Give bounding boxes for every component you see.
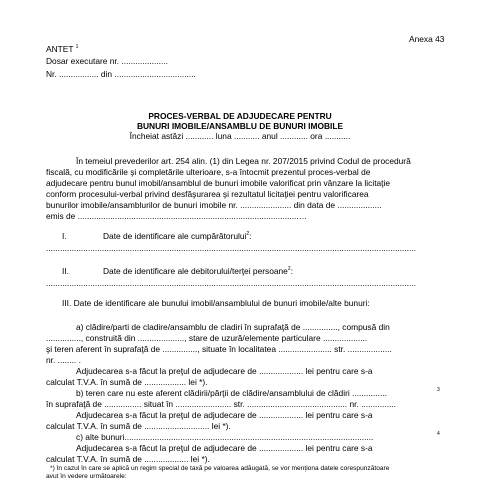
antet-footnote-ref: 1 xyxy=(75,44,79,51)
item-b-line: b) teren care nu este aferent clădirii/părţii de clădire/ansamblului de clădiri ............... xyxy=(76,389,387,398)
concluded-line: Încheiat astăzi ............ luna ........... anul ............ ora ........... xyxy=(129,131,351,141)
title-line-1: PROCES-VERBAL DE ADJUDECARE PENTRU xyxy=(148,111,332,121)
adjudication-a-line: Adjudecarea s-a făcut la preţul de adjudecare de ................... lei pentru care s-a xyxy=(76,367,373,376)
adjudication-b-line: Adjudecarea s-a făcut la preţul de adjudecare de ................... lei pentru care s-a xyxy=(76,411,373,420)
antet-line xyxy=(46,45,78,55)
adjudication-c-line: calculat T.V.A. în sumă de ................... lei *). xyxy=(46,455,210,464)
item-c-line: c) alte bunuri........................................................................................................... xyxy=(76,433,374,442)
intro-line: conform procesului-verbal privind desfăşurarea şi rezultatul licitaţiei pentru valorificarea xyxy=(46,190,369,199)
section-1-number: I. xyxy=(62,231,67,241)
document-page: Anexa 43 ANTET $^1$ Dosar executare nr. .................... Nr. ................. din ................................... PROCES-VERBAL DE ADJUDECARE PENTRU BUNURI IMOBILE/ANSAMBLU DE BUNURI IMOBILE Încheiat astăzi ............ luna ........... anul ............ ora ........... În temeiul prevederilor art. 254 alin. (1) din Legea nr. 207/2015 privind Codul de procedură fiscală, cu modificările şi completările ulterioare, s-a întocmit prezentul proces-verbal de adjudecare pentru bunul imobil/ansamblul de bunuri imobile valorificat prin vânzare la licitaţie conform procesului-verbal privind desfăşurarea şi rezultatul licitaţiei pentru valorificarea bunurilor imobile/ansamblurilor de bunuri imobile nr. ...................... din data de ................... emis de ...............................................................................................… I. Date de identificare ale cumpărătorului$^2$: ............................................................................................................................................................... II. Date de identificare ale debitorului/terţei persoane$^2$: ............................................................................................................................................................... III. Date de identificare ale bunului imobil/ansamblului de bunuri imobile/alte bunuri: a) clădire/parti de cladire/ansamblu de cladiri în suprafaţă de ..............., compusă din ..............., construită din ...................., stare de uzură/elemente particulare ................... şi teren aferent în suprafaţă de ..............., situate în localitatea ....................... str. ................... nr. ........ . Adjudecarea s-a făcut la preţul de adjudecare de ................... lei pentru care s-a calculat T.V.A. în sumă de .................. lei *). b) teren care nu este aferent clădirii/părţii de clădire/ansamblului de clădiri ............... 3 în suprafaţă de ................ situat în ........................ str. ........................................... nr. ............... Adjudecarea s-a făcut la preţul de adjudecare de ................... lei pentru care s-a calculat T.V.A. în sumă de ............................ lei *). c) alte bunuri........................................................................................................... 4 Adjudecarea s-a făcut la preţul de adjudecare de ................... lei pentru care s-a calculat T.V.A. în sumă de ................... lei *). *) În cazul în care se aplică un regim special de taxă pe valoarea adăugată, se vor menționa datele corespunzătoare avut în vedere următoarele: xyxy=(0,0,480,480)
item-a-line: nr. ........ . xyxy=(46,356,81,365)
title-line-2: BUNURI IMOBILE/ANSAMBLU DE BUNURI IMOBILE xyxy=(136,121,344,131)
adjudication-b-line: calculat T.V.A. în sumă de ............................ lei *). xyxy=(46,422,231,431)
item-b-line: în suprafaţă de ................ situat în ........................ str. ........................................... nr. ............... xyxy=(46,400,396,409)
section-2-heading: Date de identificare ale debitorului/terţei persoane$^2$: xyxy=(103,266,293,276)
footnote-line: avut în vedere următoarele: xyxy=(46,473,127,480)
item-a-line: a) clădire/parti de cladire/ansamblu de cladiri în suprafaţă de ..............., compusă din xyxy=(76,323,390,332)
intro-line: adjudecare pentru bunul imobil/ansamblul de bunuri imobile valorificat prin vânzare la licitaţie xyxy=(46,179,391,188)
section-1-footnote-ref: 2 xyxy=(246,231,250,238)
buyer-dotted-line: ............................................................................................................................................................... xyxy=(46,244,416,253)
annex-label: Anexa 43 xyxy=(409,34,445,44)
section-2-number: II. xyxy=(62,266,69,276)
adjudication-a-line: calculat T.V.A. în sumă de .................. lei *). xyxy=(46,378,208,387)
intro-line: bunurilor imobile/ansamblurilor de bunuri imobile nr. ...................... din data de ................... xyxy=(46,201,382,210)
debtor-dotted-line: ............................................................................................................................................................... xyxy=(46,279,416,288)
dosar-line: Dosar executare nr. .................... xyxy=(46,56,168,66)
nr-line: Nr. ................. din ................................... xyxy=(46,69,196,79)
intro-line: În temeiul prevederilor art. 254 alin. (1) din Legea nr. 207/2015 privind Codul de procedură xyxy=(76,157,411,166)
item-a-line: şi teren aferent în suprafaţă de ..............., situate în localitatea ....................... str. ................... xyxy=(46,345,392,354)
footnote-line: *) În cazul în care se aplică un regim special de taxă pe valoarea adăugată, se vor menționa datele corespunzătoare xyxy=(50,465,390,472)
intro-line: emis de ...............................................................................................… xyxy=(46,212,308,221)
antet-label: ANTET xyxy=(46,44,74,54)
section-1-heading: Date de identificare ale cumpărătorului$^2$: xyxy=(103,231,252,241)
intro-line: fiscală, cu modificările şi completările ulterioare, s-a întocmit prezentul proces-verbal de xyxy=(46,168,371,177)
item-a-line: ..............., construită din ...................., stare de uzură/elemente particulare ................... xyxy=(46,334,368,343)
section-3-heading: III. Date de identificare ale bunului imobil/ansamblului de bunuri imobile/alte bunuri: xyxy=(62,298,370,308)
adjudication-c-line: Adjudecarea s-a făcut la preţul de adjudecare de ................... lei pentru care s-a xyxy=(76,444,373,453)
section-2-footnote-ref: 2 xyxy=(287,266,291,273)
